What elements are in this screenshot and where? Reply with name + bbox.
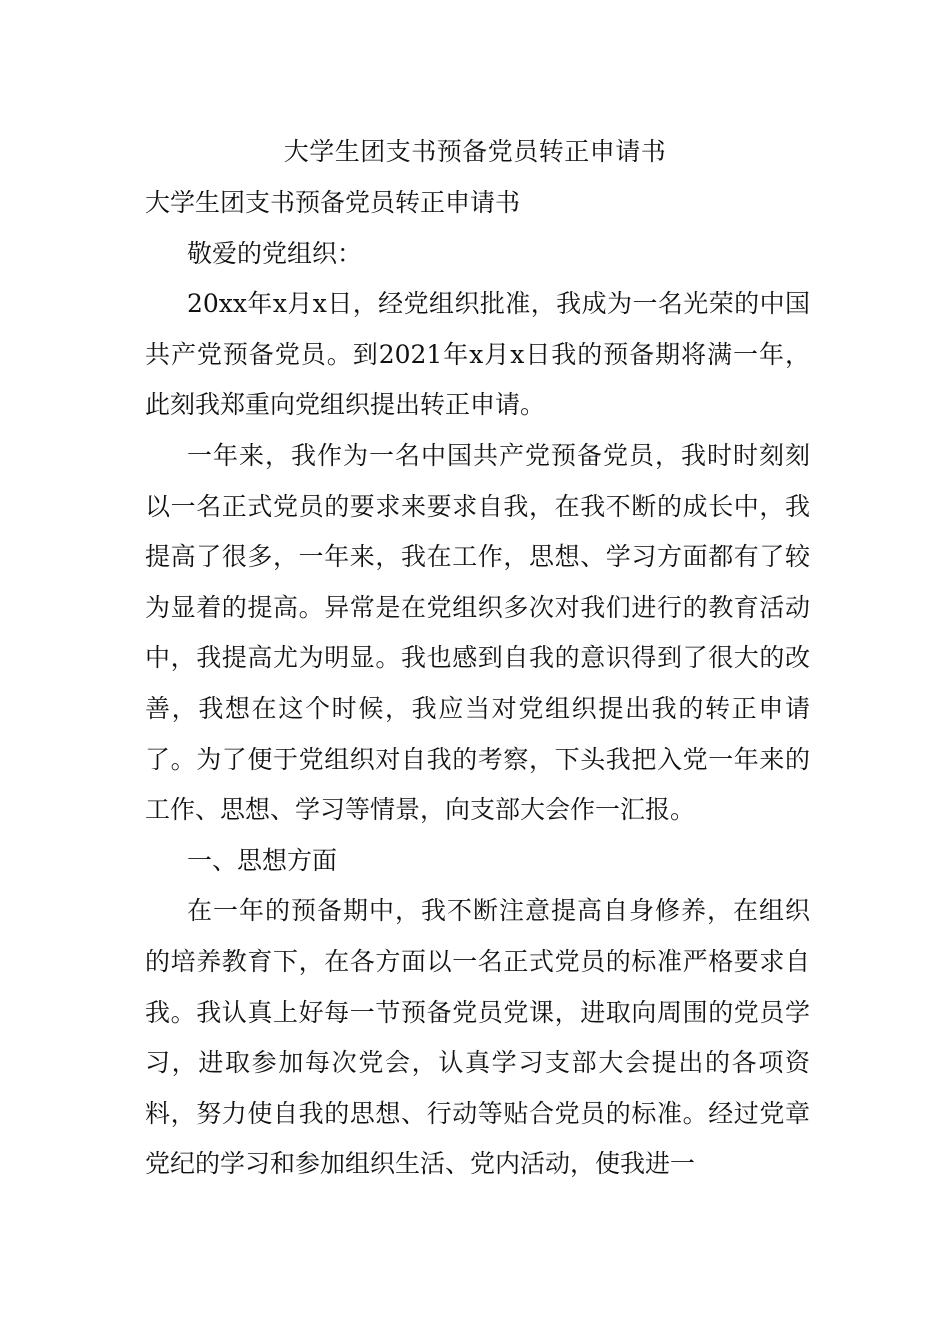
salutation: 敬爱的党组织： [187,238,363,268]
document-body [145,178,810,1190]
document-subtitle: 大学生团支书预备党员转正申请书 [145,188,521,217]
section-paragraph: 在一年的预备期中，我不断注意提高自身修养，在组织的培养教育下，在各方面以一名正式党员的标准严格要求自我。我认真上好每一节预备党员党课，进取向周围的党员学习，进取参加每次党会，认真学习支部大会提出的各项资料，努力使自我的思想、行动等贴合党员的标准。经过党章党纪的学习和参加组织生活、党内活动，使我进一 [145,896,810,1179]
paragraph-1: 20xx年x月x日，经党组织批准，我成为一名光荣的中国共产党预备党员。到2021年x月x日我的预备期将满一年，此刻我郑重向党组织提出转正申请。 [145,289,810,420]
document-title: 大学生团支书预备党员转正申请书 [283,137,667,166]
paragraph-2: 一年来，我作为一名中国共产党预备党员，我时时刻刻以一名正式党员的要求来要求自我，在我不断的成长中，我提高了很多，一年来，我在工作，思想、学习方面都有了较为显着的提高。异常是在党组织多次对我们进行的教育活动中，我提高尤为明显。我也感到自我的意识得到了很大的改善，我想在这个时候，我应当对党组织提出我的转正申请了。为了便于党组织对自我的考察，下头我把入党一年来的工作、思想、学习等情景，向支部大会作一汇报。 [145,440,810,825]
section-heading: 一、思想方面 [187,845,338,875]
